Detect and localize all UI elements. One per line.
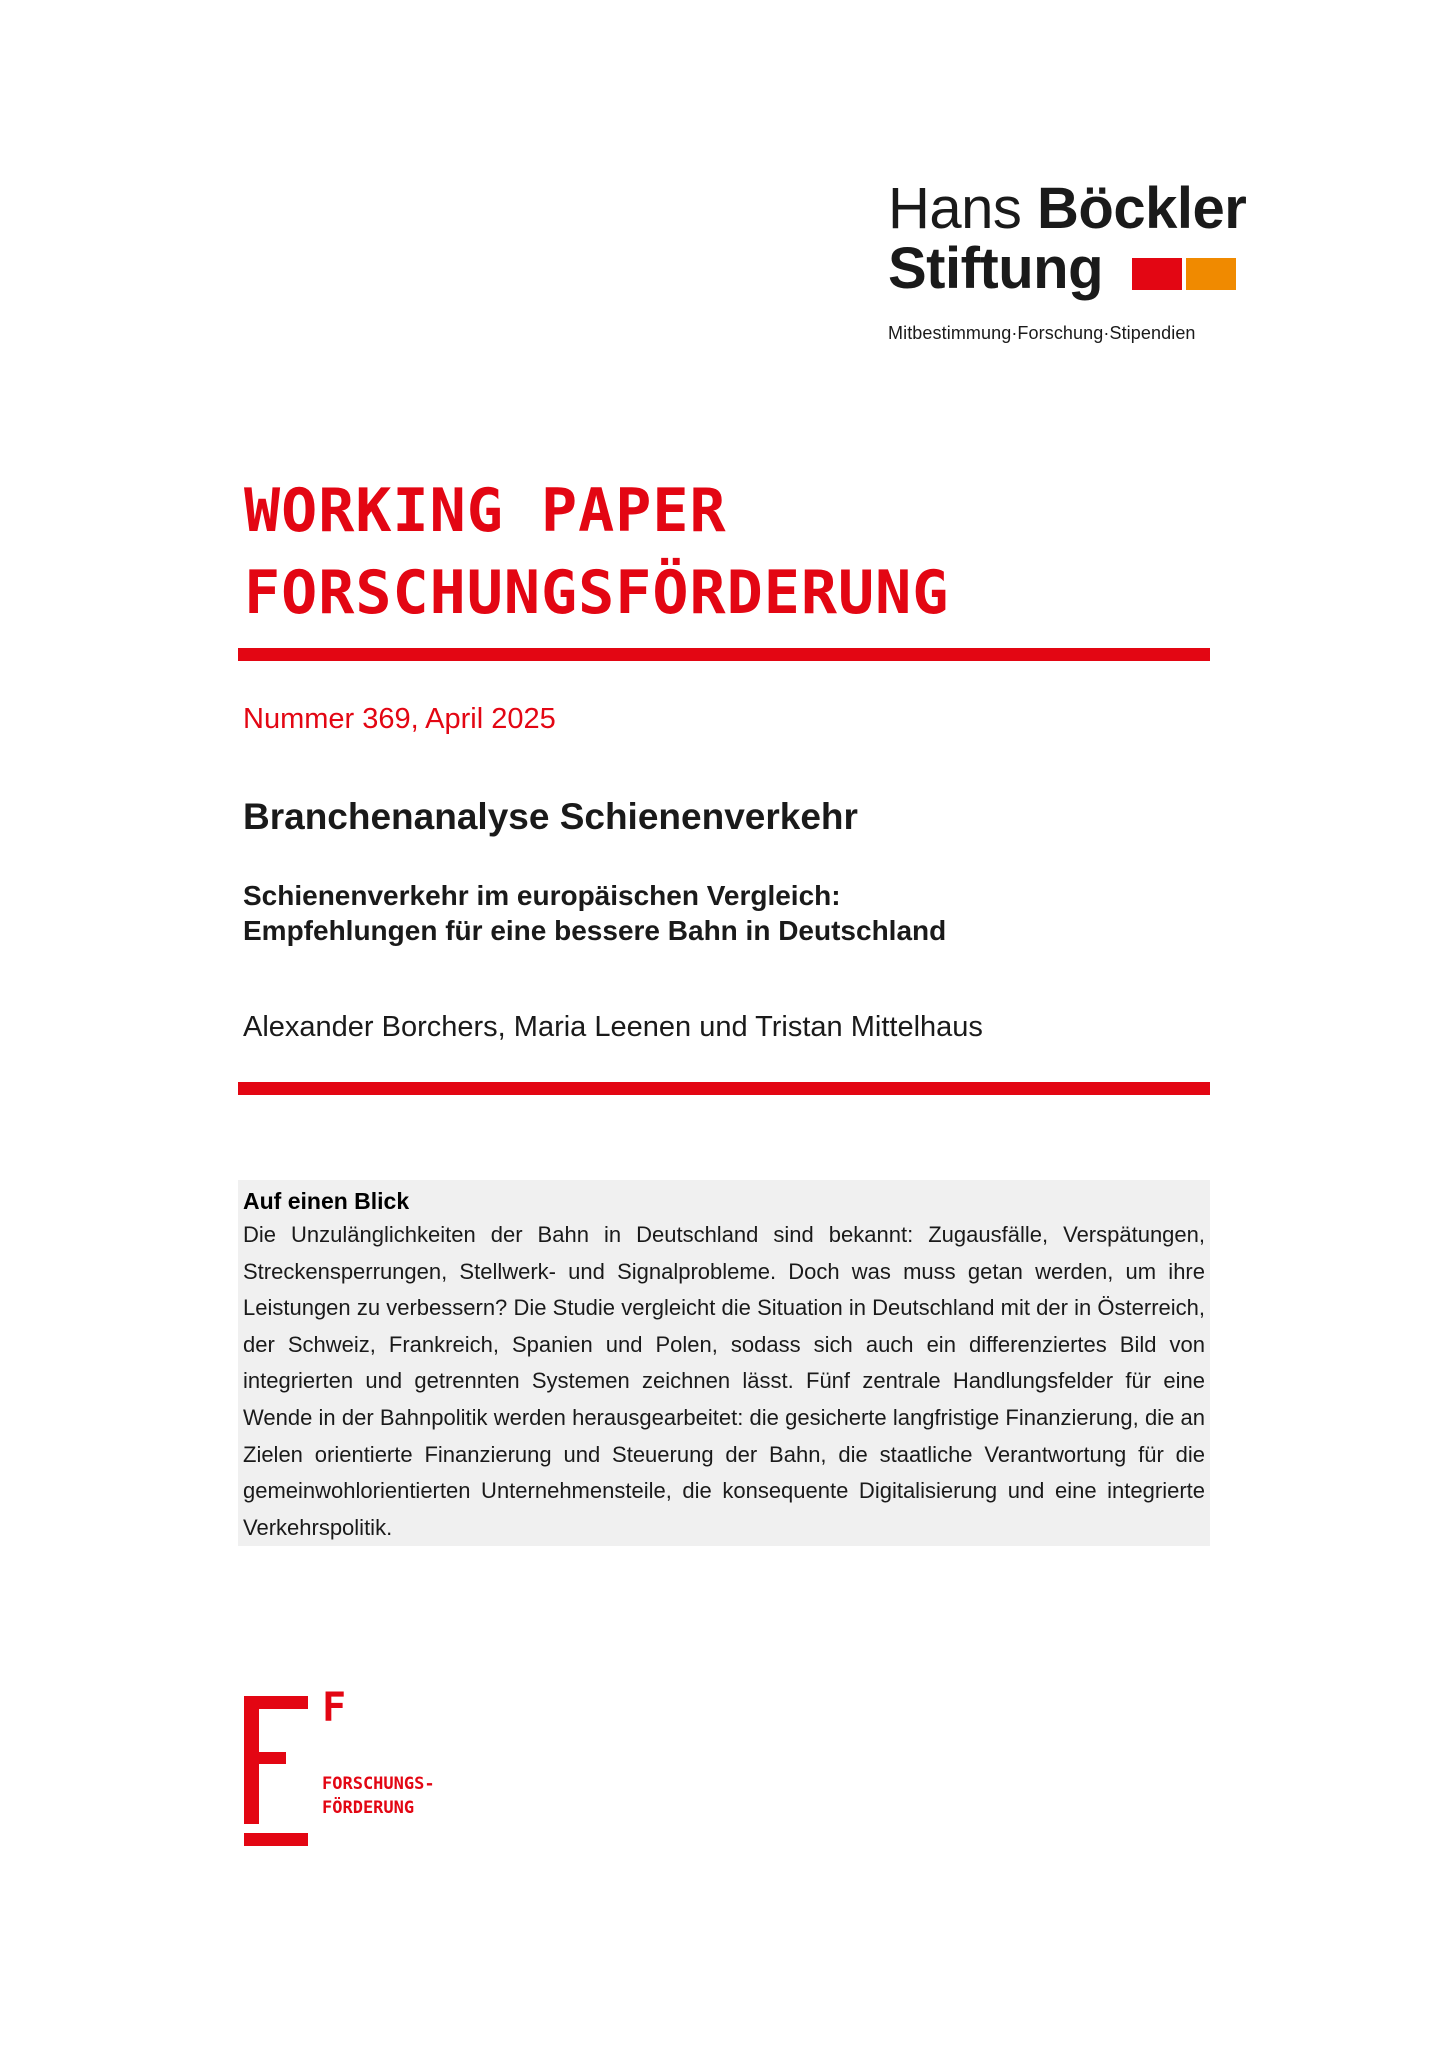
- subtitle-line1: Schienenverkehr im europäischen Vergleich:: [243, 880, 841, 911]
- summary-heading: Auf einen Blick: [243, 1188, 410, 1214]
- logo-tagline: Mitbestimmung·Forschung·Stipendien: [888, 323, 1196, 343]
- series-title-line1: WORKING PAPER: [244, 476, 727, 546]
- series-title-line2: FORSCHUNGSFÖRDERUNG: [244, 558, 950, 628]
- logo-red-bar: [1132, 258, 1182, 290]
- ff-logo-text-line2: FÖRDERUNG: [322, 1798, 415, 1818]
- ff-logo-mid-bar: [244, 1752, 286, 1764]
- ff-logo-base-bar: [244, 1833, 308, 1846]
- subtitle-line2: Empfehlungen für eine bessere Bahn in Deutschland: [243, 915, 947, 946]
- document-title: Branchenanalyse Schienenverkehr: [243, 796, 858, 837]
- summary-text: Die Unzulänglichkeiten der Bahn in Deutschland sind bekannt: Zugausfälle, Verspätungen, Streckensperrungen, Stellwerk- und Signalprobleme. Doch was muss getan werden, um ihre Leistungen zu verbessern? Die Studie vergleicht die Situation in Deutschland mit der in Österreich, der Schweiz, Frankreich, Spanien und Polen, sodass sich auch ein differenziertes Bild von integrierten und getrennten Systemen zeichnen lässt. Fünf zentrale Handlungsfelder für eine Wende in der Bahnpolitik werden herausgearbeitet: die gesicherte langfristige Finanzierung, die an Zielen orientierte Finanzierung und Steuerung der Bahn, die staatliche Verantwortung für die gemeinwohlorientierten Unternehmensteile, die konsequente Digitalisierung und eine integrierte Verkehrspolitik.: [243, 1222, 1205, 1540]
- ff-logo-text-line1: FORSCHUNGS-: [322, 1774, 435, 1794]
- logo-name-line: [888, 178, 1246, 240]
- summary-box: [238, 1180, 1210, 1546]
- series-title: [244, 470, 949, 634]
- authors: Alexander Borchers, Maria Leenen und Tristan Mittelhaus: [243, 1011, 983, 1043]
- ff-logo-text: [322, 1772, 435, 1820]
- logo-name-light: Hans: [888, 176, 1022, 241]
- logo-orange-bar: [1186, 258, 1236, 290]
- hans-boeckler-stiftung-logo: [888, 178, 1248, 358]
- top-red-rule: [238, 648, 1210, 661]
- bottom-red-rule: [238, 1082, 1210, 1095]
- document-subtitle: [243, 878, 946, 948]
- logo-name-bold: Böckler: [1037, 176, 1247, 241]
- logo-stiftung: Stiftung: [888, 236, 1104, 301]
- issue-number: Nummer 369, April 2025: [243, 703, 556, 735]
- forschungsfoerderung-logo: [244, 1685, 484, 1860]
- ff-logo-small-letter: F: [322, 1685, 347, 1731]
